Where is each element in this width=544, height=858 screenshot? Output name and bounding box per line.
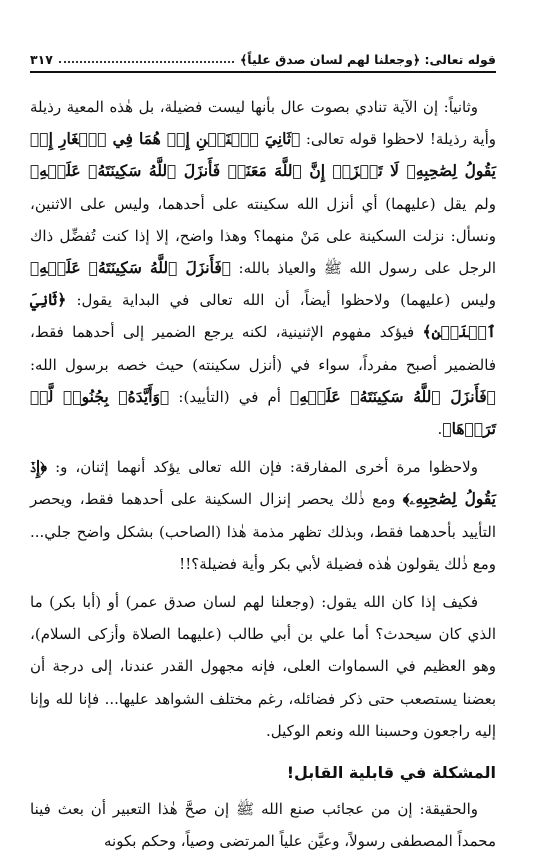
quran-verse-1: ﴿ثَانِيَ ٱثۡنَيۡنِ إِذۡ هُمَا فِي ٱلۡغَارِ إِذۡ يَقُولُ لِصَٰحِبِهِۦ لَا تَحۡزَنۡ إِنَّ ٱللَّهَ مَعَنَاۖ فَأَنزَلَ ٱللَّهُ سَكِينَتَهُۥ عَلَيۡهِ﴾: [30, 129, 496, 181]
p1-text-4: فيؤكد مفهوم الإثنينية، لكنه يرجع الضمير إلى أحدهما فقط، فالضمير أصبح مفرداً، سواء في (أنزل سكينته) حيث خصه برسول الله:: [30, 323, 496, 374]
running-header: [30, 52, 496, 73]
p1-text-2: ولم يقل (عليهما) أي أنزل الله سكينته على أحدهما، وليس على الاثنين، ونسأل: نزلت السكينة على مَنْ منهما؟ وهذا واضح، إلا إذا كنت تُفضِّل ذاك الرجل على رسول الله ﷺ والعياذ بالله:: [30, 194, 496, 278]
paragraph-3: فكيف إذا كان الله يقول: (وجعلنا لهم لسان صدق عمر) أو (أبا بكر) ما الذي كان سيحدث؟ أما علي بن أبي طالب (عليهما الصلاة وأزكى السلام)، وهو العظيم في السماوات العلى، فإنه مجهول القدر عندنا، إلى درجة أن بعضنا يستصعب حتى ذكر فضائله، رغم مختلف الشواهد عليها... فإنا لله وإنا إليه راجعون وحسبنا الله ونعم الوكيل.: [30, 593, 496, 740]
section-heading: المشكلة في قابلية القابل!: [286, 763, 496, 783]
p1-text-5: أم في (التأييد):: [169, 387, 291, 406]
p1-text-3: وليس (عليهما) ولاحظوا أيضاً، أن الله تعالى في البداية يقول:: [66, 291, 496, 310]
p1-text-6: .: [437, 420, 443, 439]
p2-text-2: ومع ذٰلك يحصر إنزال السكينة على أحدهما فقط، ويحصر التأييد بأحدهما فقط، وبذلك تظهر مذمة هٰذا (الصاحب) بشكل واضح جلي... ومع ذٰلك يقولون هٰذه فضيلة لأبي بكر وأية فضيلة؟!!: [30, 490, 496, 573]
p1-text-1: وثانياً: إن الآية تنادي بصوت عال بأنها ليست فضيلة، بل هٰذه المعية رذيلة وأية رذيلة! لاحظوا قوله تعالى:: [30, 98, 497, 149]
quran-verse-3: ﴿ثَانِيَ ٱثۡنَيۡنِ﴾: [30, 290, 496, 342]
body-text: [30, 91, 496, 858]
quran-verse-6: ﴿إِذۡ يَقُولُ لِصَٰحِبِهِۦ﴾: [30, 457, 496, 509]
quran-verse-4: ﴿فَأَنزَلَ ٱللَّهُ سَكِينَتَهُۥ عَلَيۡهِ﴾: [290, 386, 496, 406]
quran-verse-2: ﴿فَأَنزَلَ ٱللَّهُ سَكِينَتَهُۥ عَلَيۡهِ﴾: [30, 258, 232, 278]
running-header-title: قوله تعالى: ﴿وجعلنا لهم لسان صدق علياً﴾: [239, 52, 496, 67]
paragraph-1: [30, 91, 496, 445]
paragraph-2: [30, 451, 496, 580]
paragraph-4: والحقيقة: إن من عجائب صنع الله ﷺ إن صحَّ هٰذا التعبير أن بعث فينا محمداً المصطفى رسولاً، وعيَّن علياً المرتضى وصياً، وحكم بكونه: [30, 800, 496, 851]
quran-verse-5: ﴿وَأَيَّدَهُۥ بِجُنُودٖ لَّمۡ تَرَوۡهَا﴾: [30, 386, 496, 439]
page-number: ٣١٧: [30, 52, 53, 67]
header-dot-leader: [59, 61, 234, 63]
p2-text-1: ولاحظوا مرة أخرى المفارقة: فإن الله تعالى يؤكد أنهما إثنان، و:: [47, 458, 478, 477]
